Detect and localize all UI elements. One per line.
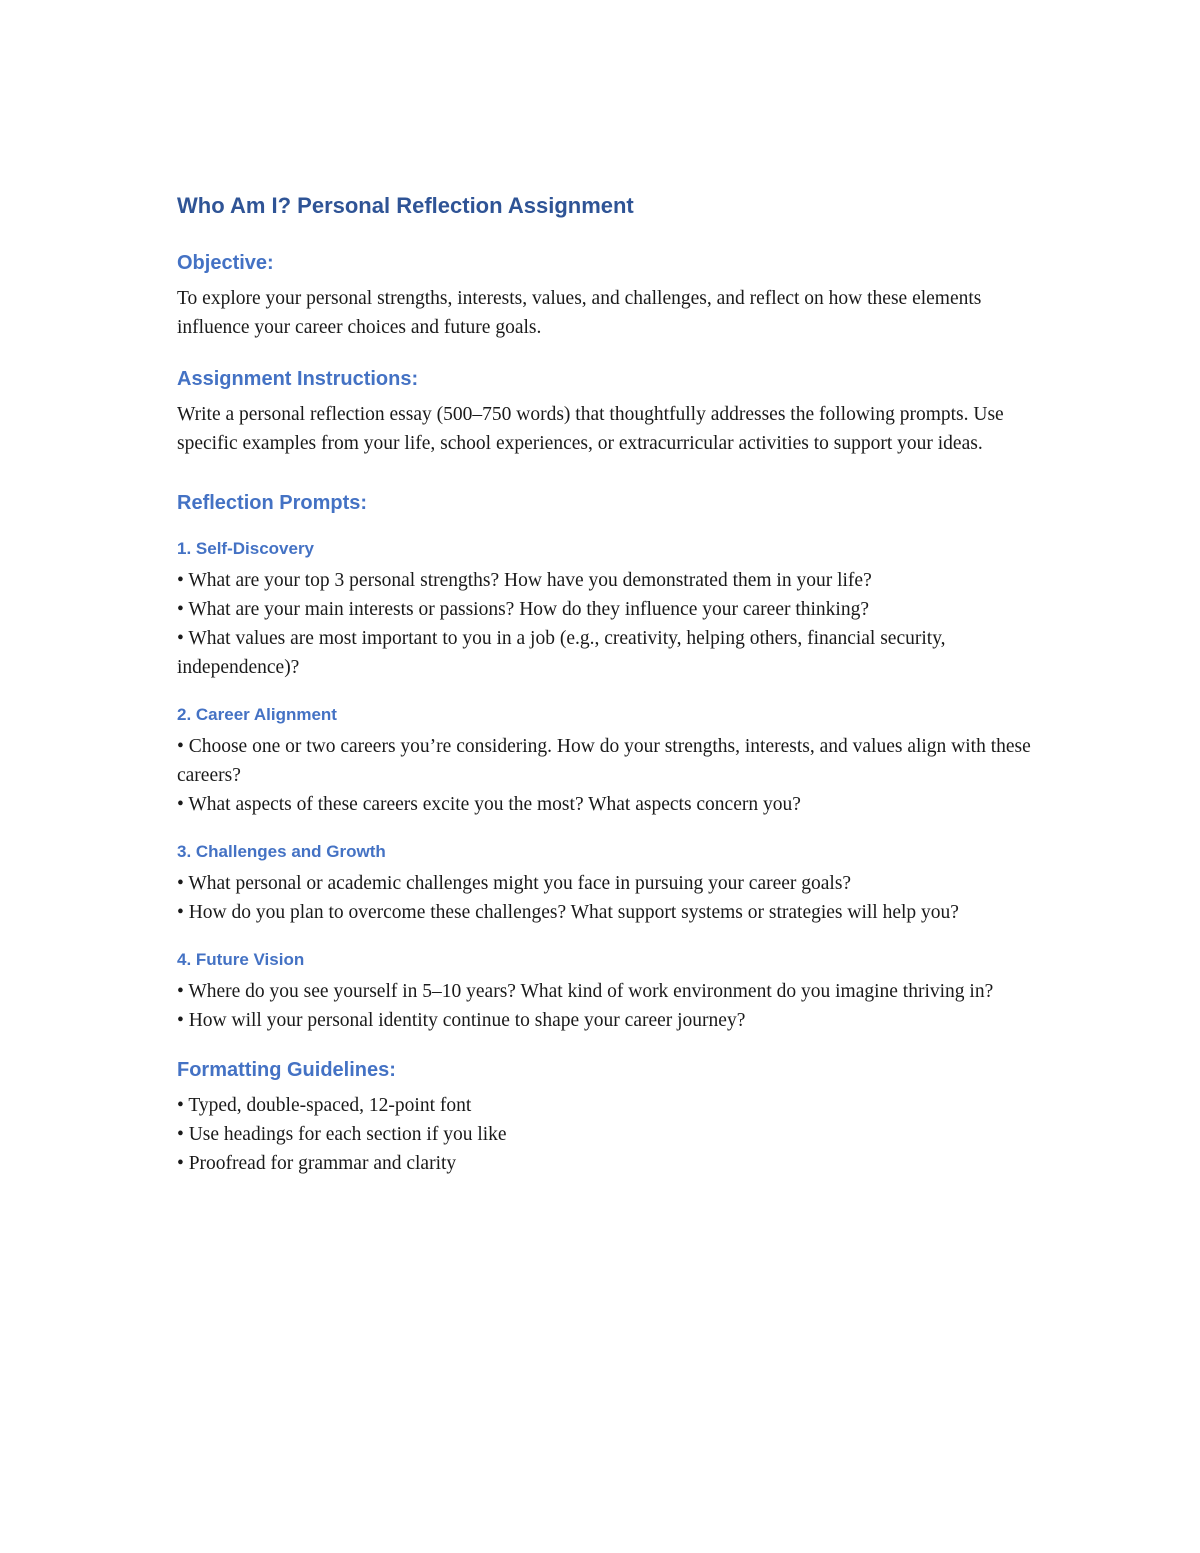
prompt-heading: 1. Self-Discovery	[177, 539, 315, 558]
prompt-self-discovery	[177, 536, 1037, 682]
prompt-bullet: • What personal or academic challenges might you face in pursuing your career goals?	[177, 873, 852, 894]
instructions-heading: Assignment Instructions:	[177, 368, 419, 390]
prompt-heading: 4. Future Vision	[177, 950, 305, 969]
formatting-heading: Formatting Guidelines:	[177, 1059, 396, 1081]
instructions-section	[177, 364, 1037, 458]
prompt-bullet: • How do you plan to overcome these challenges? What support systems or strategies will help you?	[177, 902, 959, 923]
prompt-heading: 3. Challenges and Growth	[177, 842, 386, 861]
prompt-bullet: • What aspects of these careers excite you the most? What aspects concern you?	[177, 794, 801, 815]
formatting-bullet: • Typed, double-spaced, 12-point font	[177, 1095, 472, 1116]
objective-section	[177, 248, 1037, 342]
formatting-bullet: • Use headings for each section if you like	[177, 1124, 507, 1145]
document-title: Who Am I? Personal Reflection Assignment	[177, 193, 634, 218]
prompt-bullet: • Where do you see yourself in 5–10 years? What kind of work environment do you imagine thriving in?	[177, 981, 994, 1002]
reflection-heading: Reflection Prompts:	[177, 492, 368, 514]
objective-text: To explore your personal strengths, interests, values, and challenges, and reflect on how these elements influence your career choices and future goals.	[177, 288, 982, 338]
instructions-text: Write a personal reflection essay (500–750 words) that thoughtfully addresses the following prompts. Use specific examples from your life, school experiences, or extracurricular activities to support your ideas.	[177, 404, 1004, 454]
reflection-section	[177, 488, 1037, 1035]
prompt-challenges-growth	[177, 839, 1037, 927]
formatting-bullet: • Proofread for grammar and clarity	[177, 1153, 457, 1174]
objective-heading: Objective:	[177, 252, 274, 274]
document-content	[177, 190, 1037, 1178]
prompt-bullet: • What values are most important to you in a job (e.g., creativity, helping others, financial security, independence)?	[177, 628, 946, 678]
prompt-career-alignment	[177, 702, 1037, 819]
prompt-bullet: • What are your main interests or passions? How do they influence your career thinking?	[177, 599, 870, 620]
prompt-bullet: • How will your personal identity continue to shape your career journey?	[177, 1010, 746, 1031]
prompt-bullet: • Choose one or two careers you’re considering. How do your strengths, interests, and values align with these careers?	[177, 736, 1031, 786]
prompt-future-vision	[177, 947, 1037, 1035]
formatting-section	[177, 1055, 1037, 1178]
prompt-heading: 2. Career Alignment	[177, 705, 337, 724]
prompt-bullet: • What are your top 3 personal strengths? How have you demonstrated them in your life?	[177, 570, 872, 591]
